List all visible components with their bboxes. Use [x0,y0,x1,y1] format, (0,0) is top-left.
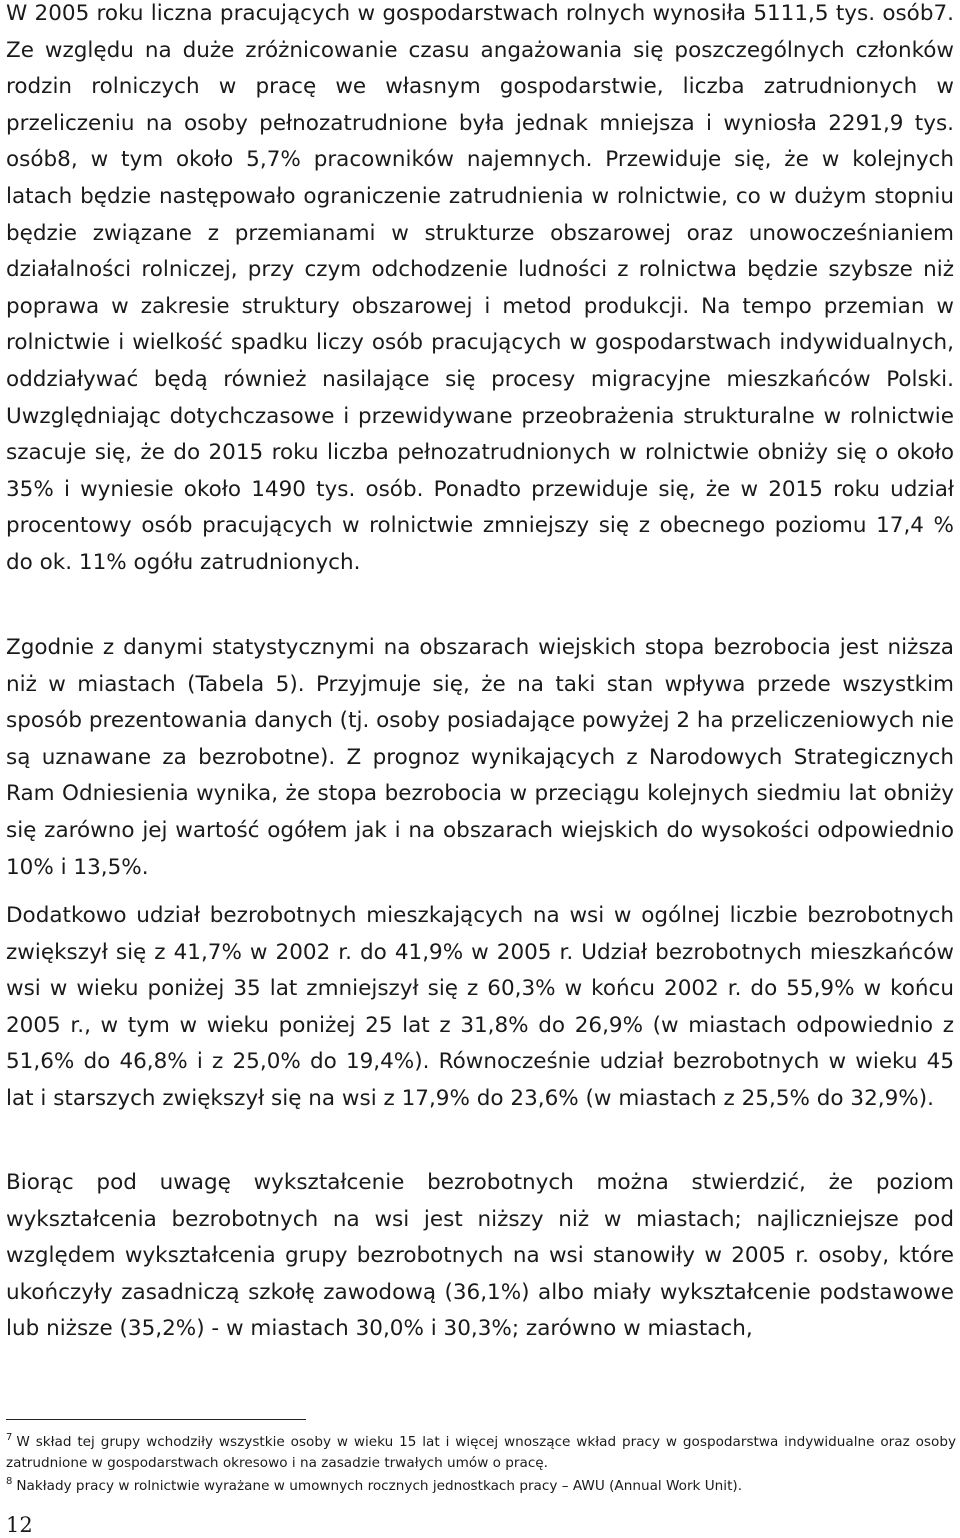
footnote-text: Nakłady pracy w rolnictwie wyrażane w umownych rocznych jednostkach pracy – AWU (Annual Work Unit). [16,1478,743,1494]
footnote-text: W skład tej grupy wchodziły wszystkie osoby w wieku 15 lat i więcej wnoszące wkład pracy w gospodarstwa indywidualne oraz osoby zatrudnione w gospodarstwach okresowo i na zasadzie trwałych umów o pracę. [6,1434,956,1471]
paragraph-employment-agriculture: W 2005 roku liczna pracujących w gospodarstwach rolnych wynosiła 5111,5 tys. osób7. Ze względu na duże zróżnicowanie czasu angażowania się poszczególnych członków rodzin rolniczych w pracę we własnym gospodarstwie, liczba zatrudnionych w przeliczeniu na osoby pełnozatrudnione była jednak mniejsza i wyniosła 2291,9 tys. osób8, w tym około 5,7% pracowników najemnych. Przewiduje się, że w kolejnych latach będzie następowało ograniczenie zatrudnienia w rolnictwie, co w dużym stopniu będzie związane z przemianami w strukturze obszarowej oraz unowocześnianiem działalności rolniczej, przy czym odchodzenie ludności z rolnictwa będzie szybsze niż poprawa w zakresie struktury obszarowej i metod produkcji. Na tempo przemian w rolnictwie i wielkość spadku liczy osób pracujących w gospodarstwach indywidualnych, oddziaływać będą również nasilające się procesy migracyjne mieszkańców Polski. Uwzględniając dotychczasowe i przewidywane przeobrażenia strukturalne w rolnictwie szacuje się, że do 2015 roku liczba pełnozatrudnionych w rolnictwie obniży się o około 35% i wyniesie około 1490 tys. osób. Ponadto przewiduje się, że w 2015 roku udział procentowy osób pracujących w rolnictwie zmniejszy się z obecnego poziomu 17,4 % do ok. 11% ogółu zatrudnionych. [6,1,954,575]
footnotes [6,1432,956,1499]
page-number: 12 [6,1513,33,1537]
footnote-7 [6,1432,956,1474]
footnote-8 [6,1476,956,1497]
paragraph-unemployed-rural-share: Dodatkowo udział bezrobotnych mieszkających na wsi w ogólnej liczbie bezrobotnych zwiększył się z 41,7% w 2002 r. do 41,9% w 2005 r. Udział bezrobotnych mieszkańców wsi w wieku poniżej 35 lat zmniejszył się z 60,3% w końcu 2002 r. do 55,9% w końcu 2005 r., w tym w wieku poniżej 25 lat z 31,8% do 26,9% (w miastach odpowiednio z 51,6% do 46,8% i z 25,0% do 19,4%). Równocześnie udział bezrobotnych w wieku 45 lat i starszych zwiększył się na wsi z 17,9% do 23,6% (w miastach z 25,5% do 32,9%). [6,903,954,1111]
paragraph-unemployment-rate: Zgodnie z danymi statystycznymi na obszarach wiejskich stopa bezrobocia jest niższa niż w miastach (Tabela 5). Przyjmuje się, że na taki stan wpływa przede wszystkim sposób prezentowania danych (tj. osoby posiadające powyżej 2 ha przeliczeniowych nie są uznawane za bezrobotne). Z prognoz wynikających z Narodowych Strategicznych Ram Odniesienia wynika, że stopa bezrobocia w przeciągu kolejnych siedmiu lat obniży się zarówno jej wartość ogółem jak i na obszarach wiejskich do wysokości odpowiednio 10% i 13,5%. [6,635,954,880]
paragraph-education-unemployed: Biorąc pod uwagę wykształcenie bezrobotnych można stwierdzić, że poziom wykształcenia bezrobotnych na wsi jest niższy niż w miastach; najliczniejsze pod względem wykształcenia grupy bezrobotnych na wsi stanowiły w 2005 r. osoby, które ukończyły zasadniczą szkołę zawodową (36,1%) albo miały wykształcenie podstawowe lub niższe (35,2%) - w miastach 30,0% i 30,3%; zarówno w miastach, [6,1170,954,1342]
footnote-separator [6,1419,306,1420]
footnote-mark: 7 [6,1432,13,1444]
footnote-mark: 8 [6,1476,13,1488]
